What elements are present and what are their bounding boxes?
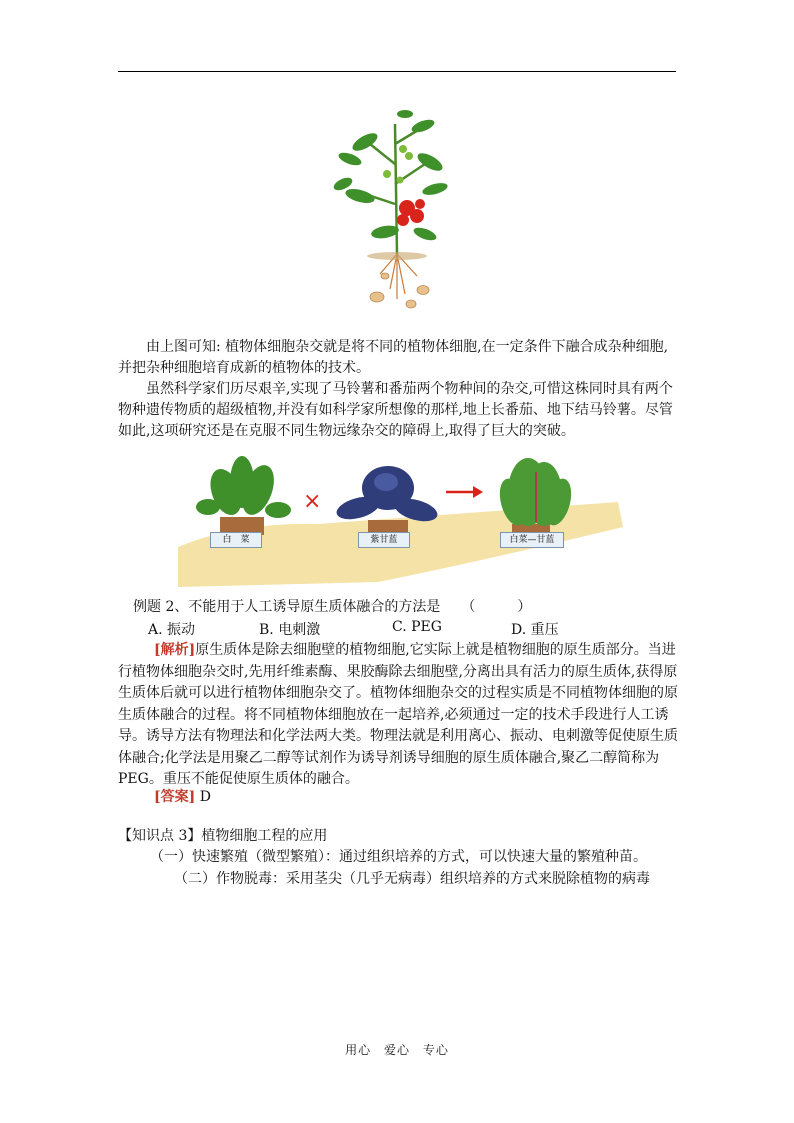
bai-cai-plant [196, 456, 291, 535]
label-hybrid: 白菜—甘蓝 [500, 532, 564, 548]
footer-word-1: 用心 [345, 1043, 372, 1057]
option-c: C. PEG [392, 619, 442, 635]
option-d: D. 重压 [511, 622, 559, 638]
answer-line [154, 787, 211, 807]
right-arrow-icon [446, 486, 483, 498]
header-rule [118, 71, 676, 72]
footer-word-3: 专心 [422, 1043, 449, 1057]
option-b: B. 电刺激 [259, 622, 321, 638]
cabbage-hybrid-figure [178, 452, 623, 592]
paragraph-2: 虽然科学家们历尽艰辛,实现了马铃薯和番茄两个物种间的杂交,可惜这株同时具有两个物种遗传物质的超级植物,并没有如科学家所想像的那样,地上长番茄、地下结马铃薯。尽管如此,这项研究还是在克服不同生物远缘杂交的障碍上,取得了巨大的突破。 [118, 381, 673, 439]
analysis-tag: [解析] [154, 642, 196, 658]
tomato-potato-plant-illustration [325, 104, 455, 312]
analysis-block [118, 640, 680, 791]
knowledge-item-2: （二）作物脱毒：采用茎尖（几乎无病毒）组织培养的方式来脱除植物的病毒 [174, 871, 650, 887]
answer-text: D [199, 789, 211, 805]
cross-symbol: × [303, 489, 322, 514]
paragraph-1: 由上图可知: 植物体细胞杂交就是将不同的植物体细胞,在一定条件下融合成杂种细胞,并把杂种细胞培育成新的植物体的技术。 [118, 339, 669, 376]
label-bai-cai: 白 菜 [210, 532, 262, 548]
knowledge-title: 【知识点 3】植物细胞工程的应用 [118, 828, 328, 844]
knowledge-item-1: （一）快速繁殖（微型繁殖）：通过组织培养的方式，可以快速大量的繁殖种苗。 [150, 849, 647, 865]
footer-word-2: 爱心 [383, 1043, 410, 1057]
page-footer [0, 1041, 794, 1058]
label-zi-gan-lan: 紫甘蓝 [358, 532, 410, 548]
analysis-text: 原生质体是除去细胞壁的植物细胞,它实际上就是植物细胞的原生质部分。当进行植物体细胞杂交时,先用纤维素酶、果胶酶除去细胞壁,分离出具有活力的原生质体,获得原生质体后就可以进行植物体细胞杂交了。植物体细胞杂交的过程实质是不同植物体细胞的原生质体融合的过程。将不同植物体细胞放在一起培养,必须通过一定的技术手段进行人工诱导。诱导方法有物理法和化学法两大类。物理法就是利用离心、振动、电刺激等促使原生质体融合;化学法是用聚乙二醇等试剂作为诱导剂诱导细胞的原生质体融合,聚乙二醇简称为 PEG。重压不能促使原生质体的融合。 [118, 642, 678, 787]
example-question: 例题 2、不能用于人工诱导原生质体融合的方法是 （ ） [133, 599, 532, 615]
sand-background [178, 452, 623, 592]
answer-tag: [答案] [154, 789, 196, 805]
option-a: A. 振动 [148, 622, 196, 638]
